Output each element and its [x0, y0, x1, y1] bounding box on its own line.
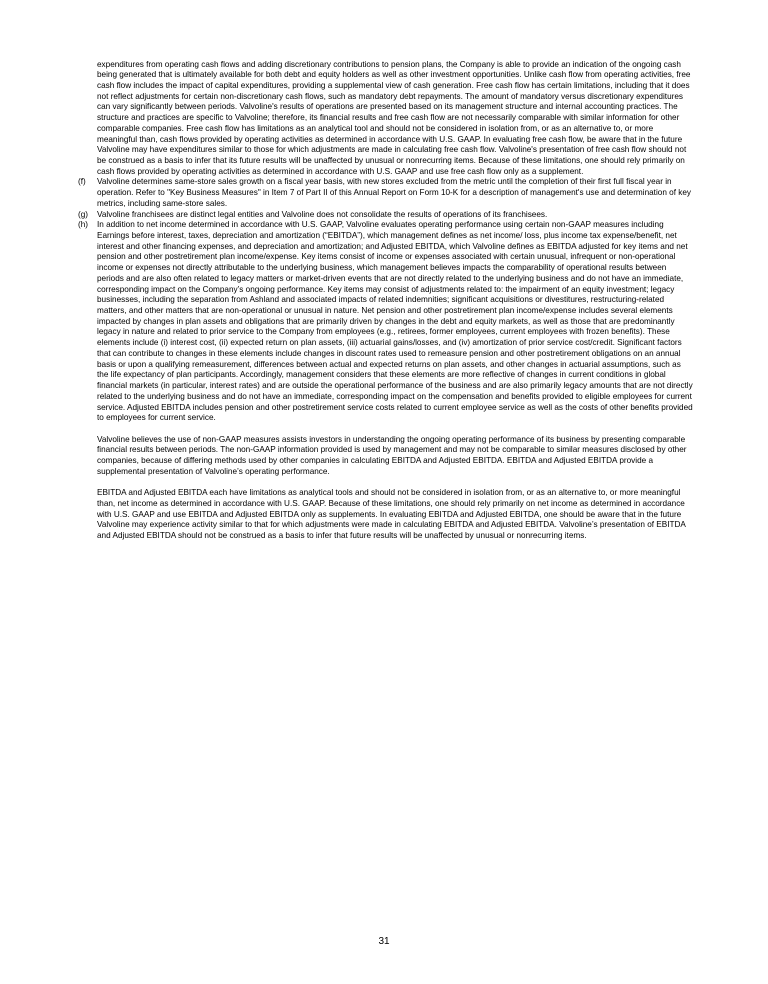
footnote-h: [78, 220, 694, 424]
footnote-text: Valvoline franchisees are distinct legal entities and Valvoline does not consolidate the results of operations of its franchisees.: [97, 209, 548, 219]
paragraph-spacer: [78, 424, 694, 435]
page-number: 31: [378, 936, 390, 947]
footnote-f: [78, 177, 694, 209]
footnote-marker: (f): [78, 177, 86, 187]
footnote-text: expenditures from operating cash flows and adding discretionary contributions to pension plans, the Company is able to provide an indication of the ongoing cash being generated that is ultimately available for both debt and equity holders as well as other investment opportunities. Unlike cash flow from operating activities, free cash flow includes the impact of capital expenditures, providing a supplemental view of cash generation. Free cash flow has certain limitations, including that it does not reflect adjustments for certain non-discretionary cash flows, such as mandatory debt repayments. The amount of mandatory versus discretionary expenditures can vary significantly between periods. Valvoline's results of operations are presented based on its management structure and internal accounting practices. The structure and practices are specific to Valvoline; therefore, its financial results and free cash flow are not necessarily comparable with similar information for other comparable companies. Free cash flow has limitations as an analytical tool and should not be considered in isolation from, or as an alternative to, or more meaningful than, cash flows provided by operating activities as determined in accordance with U.S. GAAP. In evaluating free cash flow, be aware that in the future Valvoline may have expenditures similar to those for which adjustments are made in calculating free cash flow. Valvoline's presentation of free cash flow should not be construed as a basis to infer that its future results will be unaffected by unusual or nonrecurring items. Because of these limitations, one should rely primarily on cash flows provided by operating activities as determined in accordance with U.S. GAAP and use free cash flow only as a supplement.: [97, 59, 691, 176]
footnote-e-continued: [78, 60, 694, 178]
footnote-text: In addition to net income determined in accordance with U.S. GAAP, Valvoline evaluates operating performance using certain non-GAAP measures including Earnings before interest, taxes, depreciation and amortization (“EBITDA”), which management defines as net income/ loss, plus income tax expense/benefit, net interest and other financing expenses, and depreciation and amortization; and Adjusted EBITDA, which Valvoline defines as EBITDA adjusted for key items and net pension and other postretirement plan income/expense. Key items consist of income or expenses associated with certain unusual, infrequent or non-operational income or expenses not directly attributable to the underlying business, which management believes impacts the comparability of operational results between periods and are also often related to legacy matters or market-driven events that are not directly related to the underlying business and do not have an immediate, corresponding impact on the Company’s ongoing performance. Key items may consist of adjustments related to: the impairment of an equity investment; legacy businesses, including the separation from Ashland and associated impacts of related indemnities; significant acquisitions or divestitures, restructuring-related matters, and other matters that are non-operational or unusual in nature. Net pension and other postretirement plan income/expense includes several elements impacted by changes in plan assets and obligations that are primarily driven by changes in the debt and equity markets, as well as those that are predominantly legacy in nature and related to prior service to the Company from employees (e.g., retirees, former employees, current employees with frozen benefits). These elements include (i) interest cost, (ii) expected return on plan assets, (iii) actuarial gains/losses, and (iv) amortization of prior service cost/credit. Significant factors that can contribute to changes in these elements include changes in discount rates used to remeasure pension and other postretirement obligations on an annual basis or upon a qualifying remeasurement, differences between actual and expected returns on plan assets, and other changes in actuarial assumptions, such as the life expectancy of plan participants. Accordingly, management considers that these elements are more reflective of changes in current conditions in global financial markets (in particular, interest rates) and are outside the operational performance of the business and are also primarily legacy amounts that are not directly related to the underlying business and do not have an immediate, corresponding impact on the compensation and benefits provided to eligible employees for current service. Adjusted EBITDA includes pension and other postretirement service costs related to current employee service as well as the costs of other benefits provided to employees for current service.: [97, 220, 693, 423]
footnote-marker: (g): [78, 209, 89, 219]
footnote-g: [78, 210, 694, 221]
footnote-text: Valvoline determines same-store sales growth on a fiscal year basis, with new stores excluded from the metric until the completion of their first full fiscal year in operation. Refer to "Key Business Measures" in Item 7 of Part II of this Annual Report on Form 10-K for a description of management's use and determination of key metrics, including same-store sales.: [97, 177, 691, 208]
non-gaap-usefulness-paragraph: Valvoline believes the use of non-GAAP measures assists investors in understanding the ongoing operating performance of its business by presenting comparable financial results between periods. The non-GAAP information provided is used by management and may not be comparable to similar measures disclosed by other companies, because of differing methods used by other companies in calculating EBITDA and Adjusted EBITDA. EBITDA and Adjusted EBITDA provide a supplemental presentation of Valvoline’s operating performance.: [97, 434, 687, 476]
paragraph-spacer: [78, 478, 694, 489]
document-body: [78, 60, 694, 542]
footnote-marker: (h): [78, 220, 89, 230]
ebitda-limitations-paragraph: EBITDA and Adjusted EBITDA each have limitations as analytical tools and should not be considered in isolation from, or as an alternative to, or more meaningful than, net income as determined in accordance with U.S. GAAP. Because of these limitations, one should rely primarily on net income as determined in accordance with U.S. GAAP and use EBITDA and Adjusted EBITDA only as supplements. In evaluating EBITDA and Adjusted EBITDA, one should be aware that in the future Valvoline may experience activity similar to that for which adjustments were made in calculating EBITDA and Adjusted EBITDA. Valvoline’s presentation of EBITDA and Adjusted EBITDA should not be construed as a basis to infer that future results will be unaffected by unusual or nonrecurring items.: [97, 488, 686, 541]
